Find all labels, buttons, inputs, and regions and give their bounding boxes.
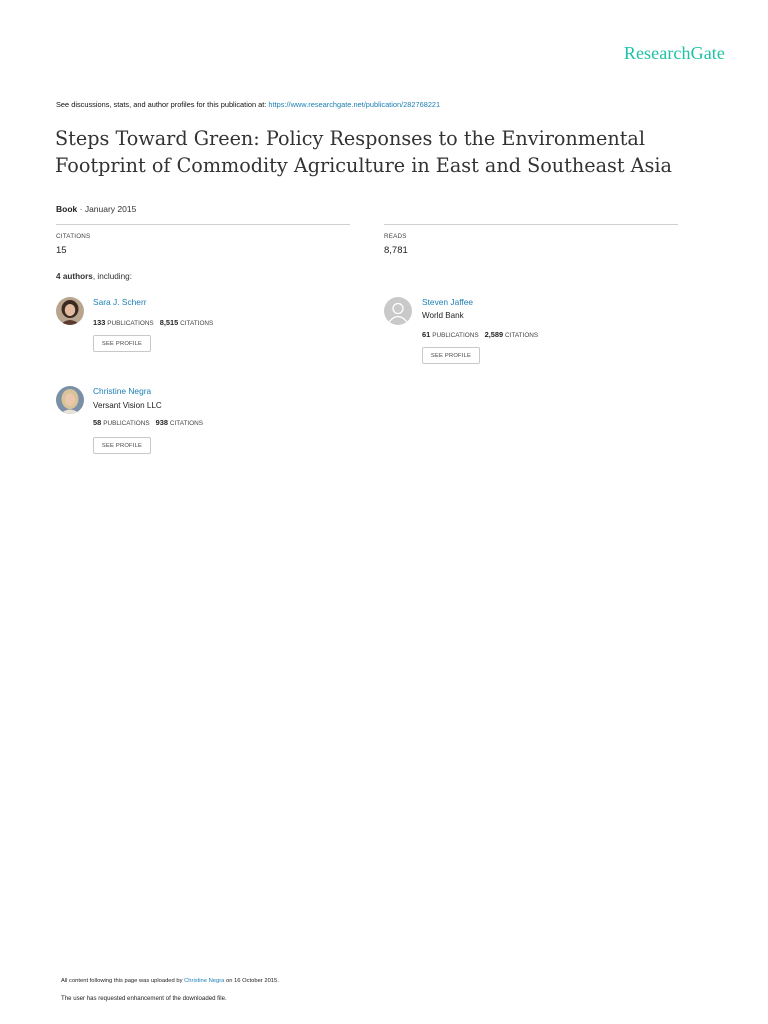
author-stats-sara-scherr: 133 PUBLICATIONS 8,515 CITATIONS [93,318,214,327]
reads-label: READS [384,233,407,240]
avatar-sara-scherr[interactable] [56,297,84,325]
author-affiliation-christine-negra: Versant Vision LLC [93,401,162,410]
upload-note: All content following this page was uploaded by Christine Negra on 16 October 2015. [61,978,279,984]
author-stats-christine-negra: 58 PUBLICATIONS 938 CITATIONS [93,418,204,427]
publication-url-link[interactable]: https://www.researchgate.net/publication/282768221 [268,100,441,109]
default-user-icon [384,297,412,325]
person-photo-icon [56,297,84,325]
avatar-steven-jaffee[interactable] [384,297,412,325]
author-stats-steven-jaffee: 61 PUBLICATIONS 2,589 CITATIONS [422,330,539,339]
author-name-sara-scherr[interactable]: Sara J. Scherr [93,297,147,307]
see-profile-button-steven-jaffee[interactable]: SEE PROFILE [422,347,480,364]
meta-separator: · [77,204,85,214]
person-photo-icon [56,386,84,414]
publication-title: Steps Toward Green: Policy Responses to the Environmental Footprint of Commodity Agriculture in East and Southeast Asia [55,127,672,177]
enhancement-note: The user has requested enhancement of the downloaded file. [61,995,227,1002]
publication-meta [56,204,136,214]
source-line-prefix: See discussions, stats, and author profiles for this publication at: [56,100,269,109]
citations-label: CITATIONS [56,233,91,240]
authors-count: 4 authors [56,272,93,281]
citations-value: 15 [56,245,67,256]
avatar-christine-negra[interactable] [56,386,84,414]
source-line [56,100,440,109]
see-profile-button-christine-negra[interactable]: SEE PROFILE [93,437,151,454]
citations-divider [56,224,350,225]
authors-summary [56,272,132,281]
researchgate-logo[interactable]: ResearchGate [623,43,725,63]
reads-value: 8,781 [384,245,408,256]
uploader-link[interactable]: Christine Negra [184,978,225,984]
reads-divider [384,224,678,225]
authors-suffix: , including: [92,272,133,281]
author-name-christine-negra[interactable]: Christine Negra [93,386,152,396]
see-profile-button-sara-scherr[interactable]: SEE PROFILE [93,335,151,352]
publication-type: Book [56,204,78,214]
publication-date: January 2015 [84,204,137,214]
author-affiliation-steven-jaffee: World Bank [422,311,464,320]
author-name-steven-jaffee[interactable]: Steven Jaffee [422,297,474,307]
